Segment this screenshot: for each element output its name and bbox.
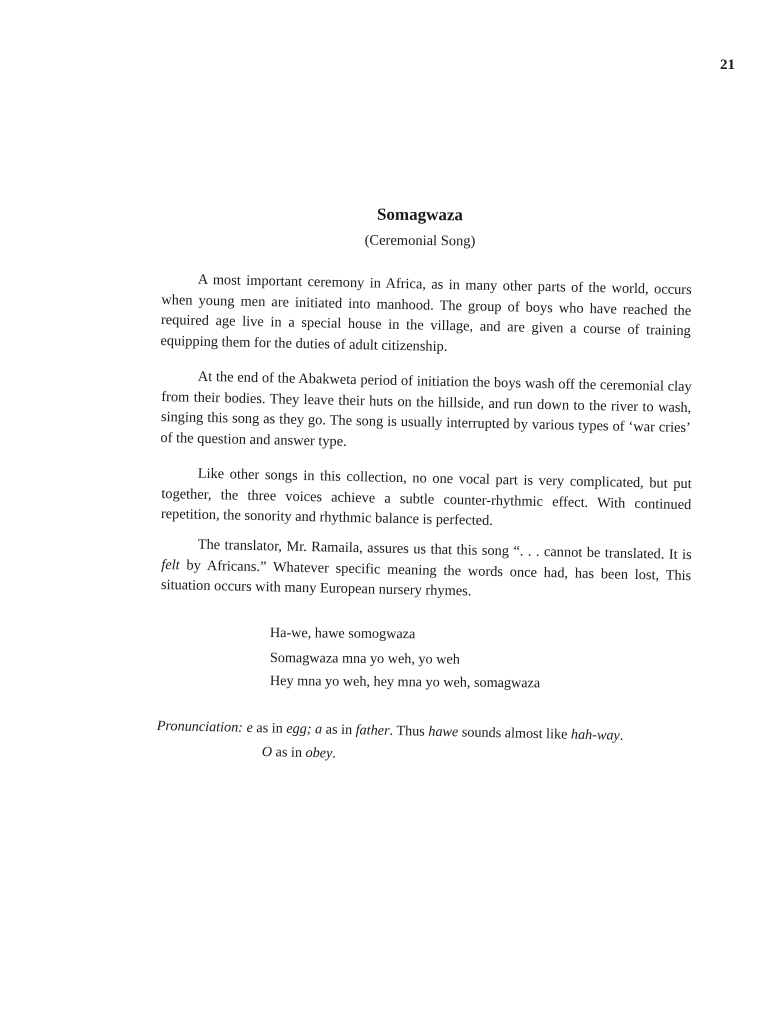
song-title: Somagwaza (376, 204, 464, 225)
paragraph-translator (161, 534, 692, 607)
pron-a: a (311, 721, 323, 738)
lyric-line: Somagwaza mna yo weh, yo weh (269, 650, 460, 668)
felt-emphasis: felt (161, 556, 180, 573)
lyric-line: Hey mna yo weh, hey mna yo weh, somagwaza (269, 673, 541, 692)
pronunciation-note (157, 718, 717, 747)
pron-text: as in (271, 744, 306, 761)
pron-o: O (261, 744, 273, 761)
pron-father: father (355, 722, 390, 739)
song-subtitle: (Ceremonial Song) (364, 232, 476, 250)
pron-hawe: hawe (428, 723, 459, 741)
paragraph-intro: A most important ceremony in Africa, as in many other parts of the world, occurs when young men are initiated into manhood. The group of boys who have reached the required age live in a special house in the village, and are given a course of training equipping them for the duties of adult citizenship. (160, 271, 692, 355)
lyric-line: Ha-we, hawe somogwaza (269, 625, 416, 643)
pron-text: . Thus (389, 722, 429, 740)
pron-text: as in (252, 720, 287, 737)
page-number: 21 (720, 57, 735, 73)
pron-hah-way: hah-way (570, 726, 620, 744)
paragraph-translator-text-2: by Africans.” Whatever specific meaning the words once had, has been lost, This situation occurs with many European nursery rhymes. (160, 556, 692, 600)
pronunciation-note-line2 (262, 744, 562, 767)
paragraph-abakweta: At the end of the Abakweta period of initiation the boys wash off the ceremonial clay from their bodies. They leave their huts on the hillside, and run down to the river to wash, singing this song as they go. The song is usually interrupted by various types of ‘war cries’ of the question and answer type. (160, 368, 692, 450)
pron-egg: egg; (286, 720, 312, 738)
pron-e: e (246, 719, 254, 737)
pron-text: as in (322, 721, 356, 739)
pron-obey: obey (305, 744, 333, 762)
paragraph-translator-text-1: The translator, Mr. Ramaila, assures us that this song “. . . cannot be translated. It is (197, 536, 692, 564)
pronunciation-label: Pronunciation: (156, 718, 244, 736)
pron-text: . (332, 745, 337, 762)
pron-text: sounds almost like (458, 724, 572, 743)
paragraph-vocal-parts: Like other songs in this collection, no one vocal part is very complicated, but put together, the three voices achieve a subtle counter-rhythmic effect. With continued repetition, the sonority and rhythmic balance is perfected. (160, 465, 692, 529)
pron-text: . (619, 727, 624, 744)
